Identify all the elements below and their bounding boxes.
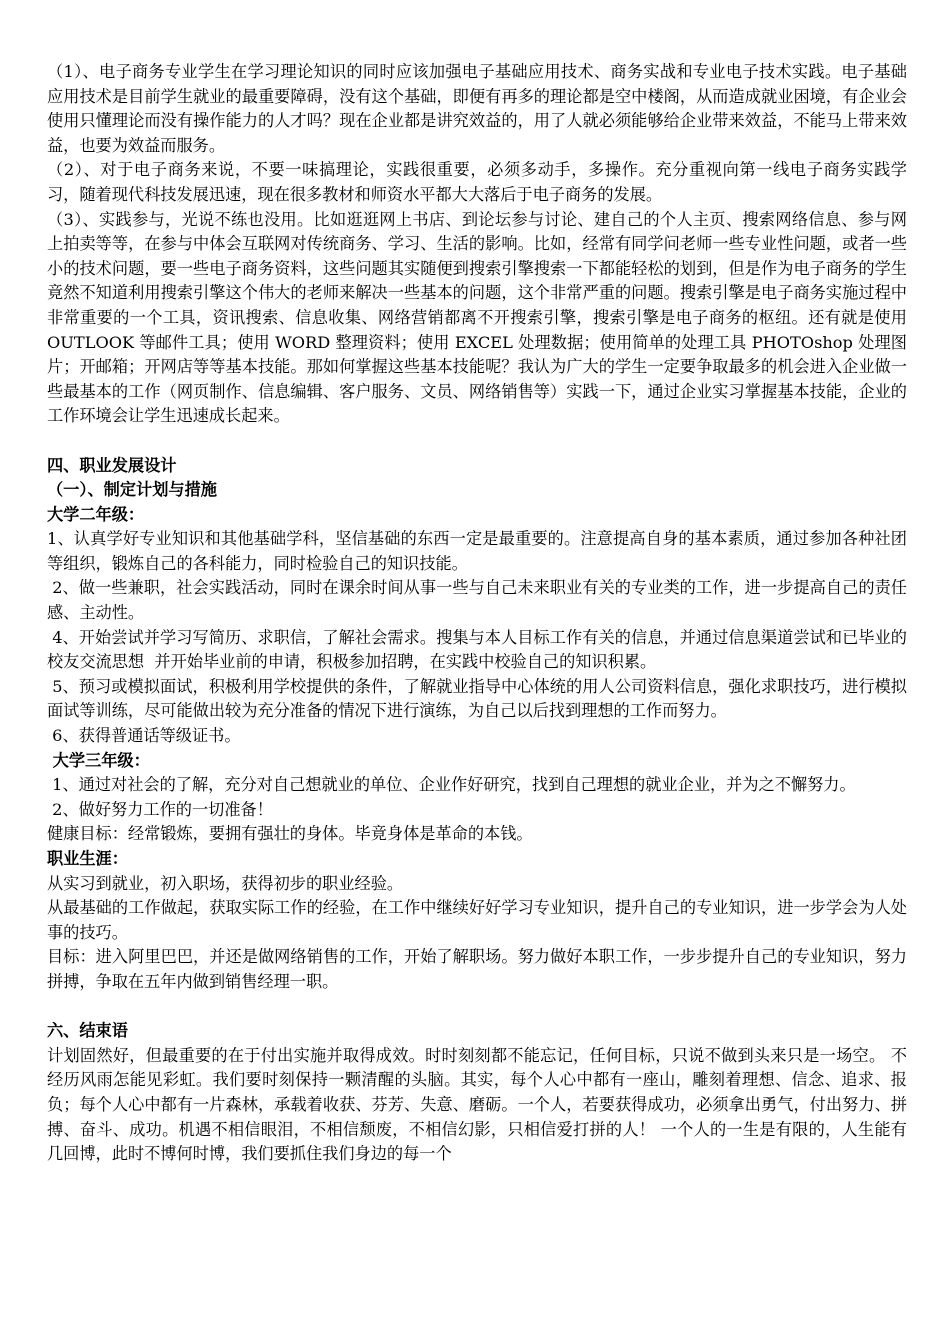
section-heading-conclusion: 六、结束语 (47, 1021, 128, 1041)
section-heading-career-design: 四、职业发展设计 (47, 455, 177, 475)
year2-item: 5、预习或模拟面试，积极利用学校提供的条件，了解就业指导中心体统的用人公司资料信息，强化求职技巧，进行模拟面试等训练，尽可能做出较为充分准备的情况下进行演练，为自己以后找到理想的工作而努力。 (47, 676, 907, 721)
year2-item: 4、开始尝试并学习写简历、求职信，了解社会需求。搜集与本人目标工作有关的信息，并通过信息渠道尝试和已毕业的校友交流思想 并开始毕业前的申请，积极参加招聘，在实践中校验自己的知识积累。 (47, 627, 907, 672)
spacer (47, 429, 907, 454)
year3-item: 2、做好努力工作的一切准备！ (47, 799, 273, 819)
year3-item: 1、通过对社会的了解，充分对自己想就业的单位、企业作好研究，找到自己理想的就业企业，并为之不懈努力。 (47, 775, 856, 795)
document-page (47, 60, 907, 1167)
health-goal: 健康目标：经常锻炼，要拥有强壮的身体。毕竟身体是革命的本钱。 (47, 824, 533, 844)
career-item: 从最基础的工作做起，获取实际工作的经验，在工作中继续好好学习专业知识，提升自己的专业知识，进一步学会为人处事的技巧。 (47, 898, 907, 942)
spacer (47, 995, 907, 1020)
career-label: 职业生涯： (47, 849, 128, 868)
year3-label: 大学三年级： (47, 750, 150, 770)
year2-label: 大学二年级： (47, 504, 145, 524)
career-item: 从实习到就业，初入职场，获得初步的职业经验。 (47, 873, 404, 893)
year2-item: 2、做一些兼职，社会实践活动，同时在课余时间从事一些与自己未来职业有关的专业类的工作，进一步提高自己的责任感、主动性。 (47, 578, 907, 623)
subsection-heading-plan: （一）、制定计划与措施 (47, 480, 217, 500)
year2-item: 1、认真学好专业知识和其他基础学科，坚信基础的东西一定是最重要的。注意提高自身的基本素质，通过参加各种社团等组织，锻炼自己的各科能力，同时检验自己的知识技能。 (47, 529, 907, 573)
paragraph-practice-2: （2）、对于电子商务来说，不要一味搞理论，实践很重要，必须多动手，多操作。充分重视向第一线电子商务实践学习，随着现代科技发展迅速，现在很多教材和师资水平都大大落后于电子商务的发展。 (47, 160, 907, 204)
paragraph-practice-3: （3）、实践参与，光说不练也没用。比如逛逛网上书店、到论坛参与讨论、建自己的个人主页、搜索网络信息、参与网上拍卖等等，在参与中体会互联网对传统商务、学习、生活的影响。比如，经常有同学问老师一些专业性问题，或者一些小的技术问题，要一些电子商务资料，这些问题其实随便到搜索引擎搜索一下都能轻松的划到，但是作为电子商务的学生竟然不知道利用搜索引擎这个伟大的老师来解决一些基本的问题，这个非常严重的问题。搜索引擎是电子商务实施过程中非常重要的一个工具，资讯搜索、信息收集、网络营销都离不开搜索引擎，搜索引擎是电子商务的枢纽。还有就是使用 OUTLOOK 等邮件工具；使用 WORD 整理资料；使用 EXCEL 处理数据；使用简单的处理工具 PHOTOshop 处理图片；开邮箱；开网店等等基本技能。那如何掌握这些基本技能呢？我认为广大的学生一定要争取最多的机会进入企业做一些最基本的工作（网页制作、信息编辑、客户服务、文员、网络销售等）实践一下，通过企业实习掌握基本技能，企业的工作环境会让学生迅速成长起来。 (47, 209, 907, 426)
career-item: 目标：进入阿里巴巴，并还是做网络销售的工作，开始了解职场。努力做好本职工作，一步步提升自己的专业知识，努力拼搏，争取在五年内做到销售经理一职。 (47, 947, 907, 991)
conclusion-paragraph: 计划固然好，但最重要的在于付出实施并取得成效。时时刻刻都不能忘记，任何目标，只说不做到头来只是一场空。 不经历风雨怎能见彩虹。我们要时刻保持一颗清醒的头脑。其实，每个人心中都有一座山，雕刻着理想、信念、追求、报负；每个人心中都有一片森林，承载着收获、芬芳、失意、磨砺。一个人，若要获得成功，必须拿出勇气，付出努力、拼搏、奋斗、成功。机遇不相信眼泪，不相信颓废，不相信幻影，只相信爱打拼的人！ 一个人的一生是有限的，人生能有几回博，此时不博何时博，我们要抓住我们身边的每一个 (47, 1045, 907, 1164)
paragraph-practice-1: （1）、电子商务专业学生在学习理论知识的同时应该加强电子基础应用技术、商务实战和专业电子技术实践。电子基础应用技术是目前学生就业的最重要障碍，没有这个基础，即便有再多的理论都是空中楼阁，从而造成就业困境，有企业会使用只懂理论而没有操作能力的人才吗？现在企业都是讲究效益的，用了人就必须能够给企业带来效益，不能马上带来效益，也要为效益而服务。 (47, 62, 907, 155)
year2-item: 6、获得普通话等级证书。 (47, 726, 241, 746)
